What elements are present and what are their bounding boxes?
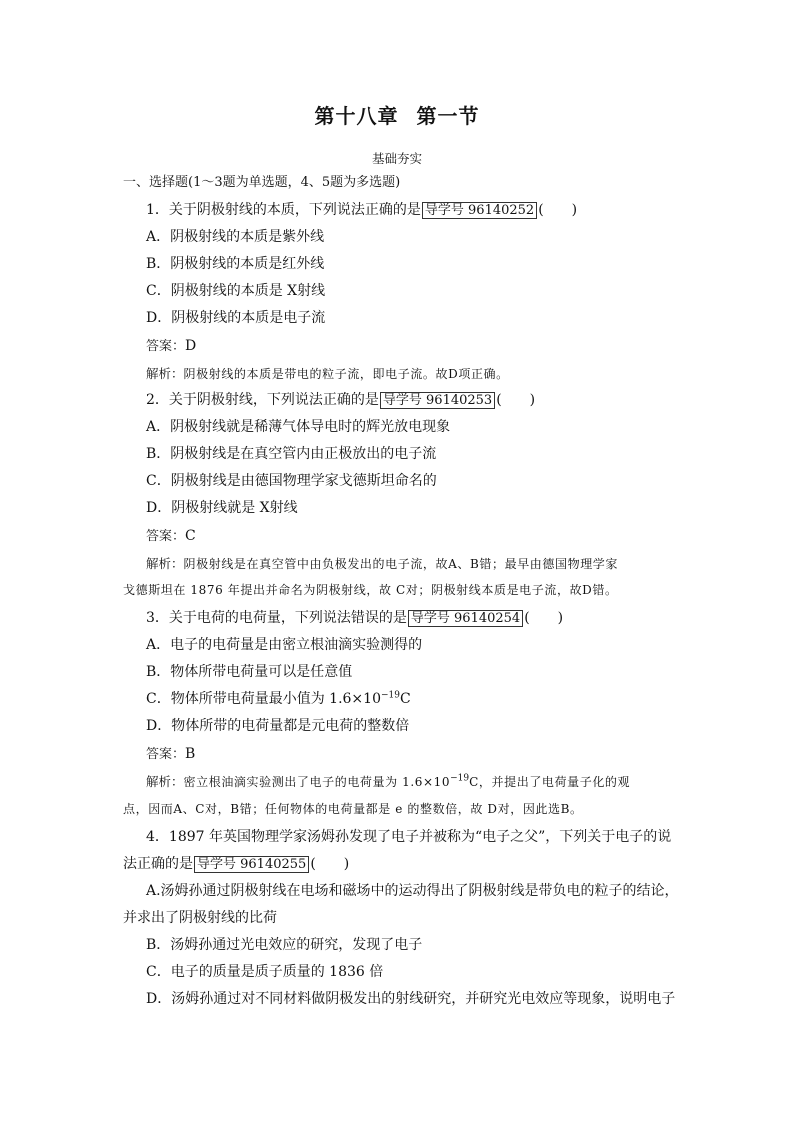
question-4-option-b: B．汤姆孙通过光电效应的研究，发现了电子 xyxy=(146,937,423,953)
question-4-option-a-line-2: 并求出了阴极射线的比荷 xyxy=(123,910,277,926)
guide-number-tag: 导学号 96140253 xyxy=(380,392,495,409)
section-title: 第一节 xyxy=(416,104,480,128)
question-2-explanation-line-2: 戈德斯坦在 1876 年提出并命名为阴极射线，故 C对；阴极射线本质是电子流，故D错。 xyxy=(123,583,618,597)
question-2-stem: 2．关于阴极射线，下列说法正确的是 导学号 96140253 ( ) xyxy=(146,392,536,408)
question-4-stem-line-1: 4．1897 年英国物理学家汤姆孙发现了电子并被称为“电子之父”，下列关于电子的说 xyxy=(146,829,672,845)
question-3-answer: 答案：B xyxy=(146,746,196,762)
question-2-option-a: A．阴极射线就是稀薄气体导电时的辉光放电现象 xyxy=(146,419,451,435)
guide-number-tag: 导学号 96140254 xyxy=(408,610,523,627)
question-3-explanation-line-1: 解析：密立根油滴实验测出了电子的电荷量为 $1.6\times 10^{-19}C$，并提出了电荷量子化的观 xyxy=(146,773,631,789)
question-3-option-a: A．电子的电荷量是由密立根油滴实验测得的 xyxy=(146,637,423,653)
question-1-option-a: A．阴极射线的本质是紫外线 xyxy=(146,229,325,245)
question-2-option-c: C．阴极射线是由德国物理学家戈德斯坦命名的 xyxy=(146,473,437,489)
question-4-option-a-line-1: A.汤姆孙通过阴极射线在电场和磁场中的运动得出了阴极射线是带负电的粒子的结论， xyxy=(146,883,679,899)
guide-number-tag: 导学号 96140255 xyxy=(194,856,309,873)
question-1-answer: 答案：D xyxy=(146,338,197,354)
question-1-option-b: B．阴极射线的本质是红外线 xyxy=(146,256,325,272)
question-3-option-b: B．物体所带电荷量可以是任意值 xyxy=(146,664,353,680)
question-4-option-c: C．电子的质量是质子质量的 1836 倍 xyxy=(146,964,384,980)
question-2-option-b: B．阴极射线是在真空管内由正极放出的电子流 xyxy=(146,446,437,462)
question-3-stem: 3．关于电荷的电荷量，下列说法错误的是 导学号 96140254 ( ) xyxy=(146,610,564,626)
question-1-option-d: D．阴极射线的本质是电子流 xyxy=(146,310,326,326)
question-2-explanation-line-1: 解析：阴极射线是在真空管中由负极发出的电子流，故A、B错；最早由德国物理学家 xyxy=(146,556,619,571)
guide-number-tag: 导学号 96140252 xyxy=(422,202,537,219)
section-heading: 一、选择题(1～3题为单选题，4、5题为多选题) xyxy=(123,175,401,190)
question-2-answer: 答案：C xyxy=(146,528,196,544)
question-3-option-d: D．物体所带的电荷量都是元电荷的整数倍 xyxy=(146,718,410,734)
question-4-stem-line-2: 法正确的是 导学号 96140255 ( ) xyxy=(123,856,350,872)
question-2-option-d: D．阴极射线就是 X射线 xyxy=(146,500,298,516)
question-3-explanation-line-2: 点，因而A、C对，B错；任何物体的电荷量都是 e 的整数倍，故 D对，因此选B。 xyxy=(123,802,583,816)
question-3-option-c: C．物体所带电荷量最小值为 $1.6\times 10^{-19}C$ xyxy=(146,690,411,707)
question-1-option-c: C．阴极射线的本质是 X射线 xyxy=(146,283,326,299)
page-subtitle: 基础夯实 xyxy=(371,151,422,166)
question-1-stem: 1．关于阴极射线的本质，下列说法正确的是 导学号 96140252 ( ) xyxy=(146,202,578,218)
question-1-explanation: 解析：阴极射线的本质是带电的粒子流，即电子流。故D项正确。 xyxy=(146,366,509,381)
question-4-option-d: D．汤姆孙通过对不同材料做阴极发出的射线研究，并研究光电效应等现象，说明电子 xyxy=(146,991,676,1007)
chapter-title: 第十八章 xyxy=(314,104,399,128)
page-title xyxy=(0,100,794,129)
